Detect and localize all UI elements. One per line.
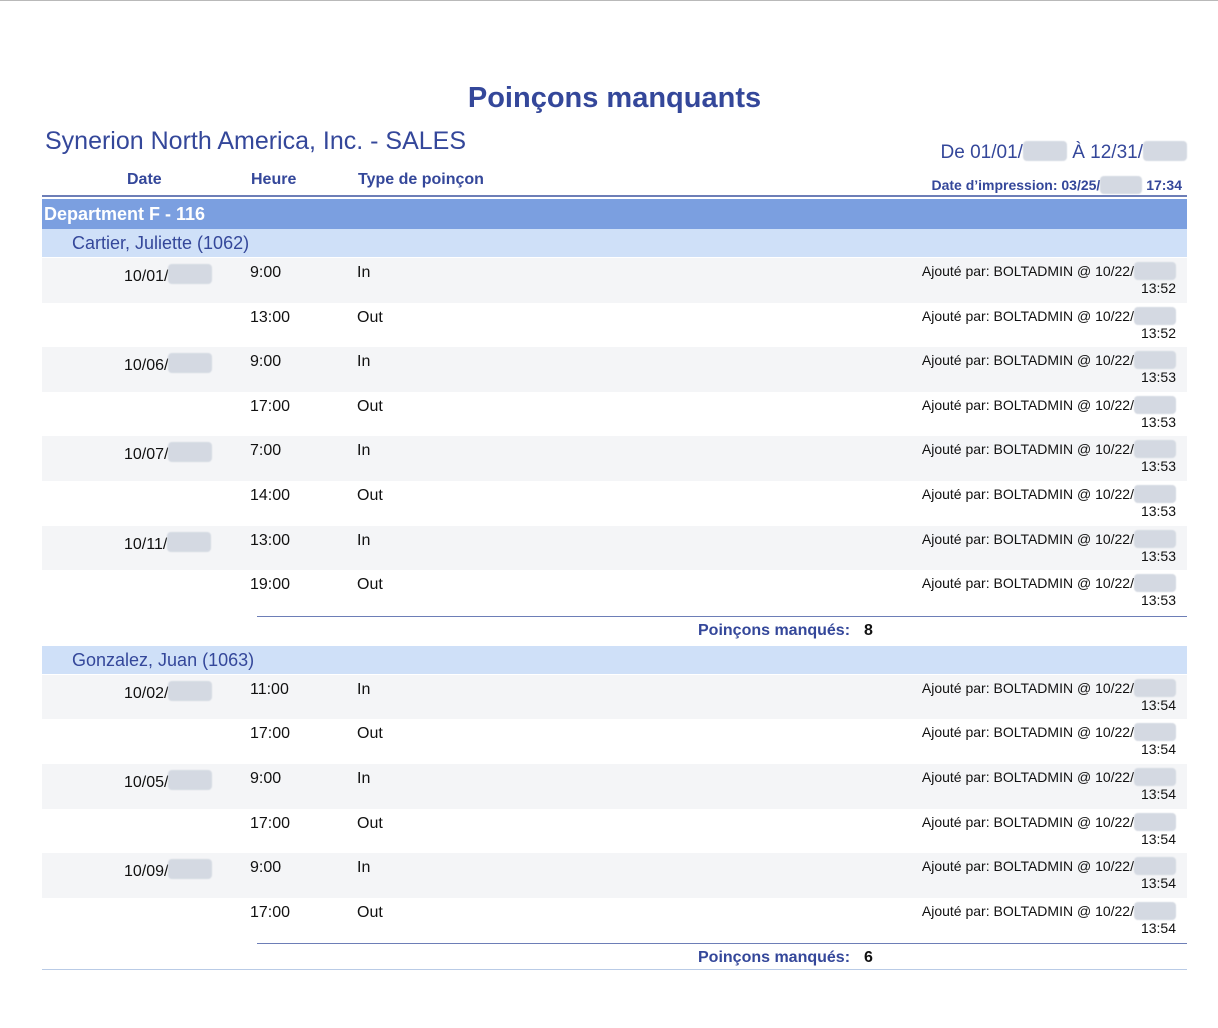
redacted-year — [1134, 440, 1176, 458]
top-border — [0, 0, 1218, 1]
redacted-year — [167, 532, 211, 552]
punch-row — [42, 675, 1187, 720]
date-range-from: De 01/01/ — [940, 142, 1023, 163]
print-time: 17:34 — [1146, 177, 1182, 193]
redacted-year — [168, 353, 212, 373]
punch-time: 17:00 — [250, 397, 291, 415]
punch-type: In — [357, 264, 371, 281]
punch-row — [42, 809, 1187, 854]
added-by-text: Ajouté par: BOLTADMIN @ 10/22/ — [921, 530, 1134, 547]
department-header: Department F - 116 — [42, 199, 1187, 229]
added-by-text: Ajouté par: BOLTADMIN @ 10/22/ — [921, 307, 1134, 324]
employee-header: Cartier, Juliette (1062) — [42, 229, 1187, 257]
redacted-year — [1134, 723, 1176, 741]
redacted-year — [1143, 141, 1187, 161]
punch-row — [42, 764, 1187, 809]
punch-date — [124, 264, 212, 286]
added-by-text: Ajouté par: BOLTADMIN @ 10/22/ — [921, 486, 1134, 502]
employee-header: Gonzalez, Juan (1063) — [42, 646, 1187, 674]
punch-row — [42, 347, 1187, 392]
added-time: 13:54 — [1140, 830, 1176, 847]
column-header-time: Heure — [251, 171, 297, 188]
added-by — [922, 351, 1176, 386]
redacted-year — [1134, 485, 1176, 503]
added-by — [922, 440, 1176, 475]
punch-date — [124, 442, 212, 464]
added-time: 13:53 — [1140, 413, 1176, 430]
punch-type: In — [357, 531, 371, 549]
added-by — [922, 723, 1176, 758]
punch-time: 17:00 — [250, 725, 291, 743]
punch-date-text: 10/11/ — [124, 535, 168, 553]
added-by — [922, 679, 1176, 714]
punch-type: Out — [357, 576, 383, 594]
added-time: 13:53 — [1140, 369, 1176, 386]
added-time: 13:53 — [1140, 458, 1176, 475]
added-by — [922, 813, 1176, 848]
added-time: 13:53 — [1140, 592, 1176, 609]
added-by — [922, 768, 1176, 803]
added-time: 13:54 — [1140, 786, 1176, 802]
added-by-text: Ajouté par: BOLTADMIN @ 10/22/ — [921, 858, 1134, 875]
punch-time: 17:00 — [250, 903, 291, 921]
punch-type: Out — [357, 487, 383, 504]
punch-date — [124, 859, 212, 881]
column-header-date: Date — [127, 171, 162, 188]
punch-time: 7:00 — [250, 442, 282, 460]
punch-row — [42, 392, 1187, 437]
column-header-punch-type: Type de poinçon — [358, 171, 484, 188]
added-time: 13:54 — [1140, 919, 1176, 936]
punch-row — [42, 526, 1187, 571]
punch-time: 11:00 — [250, 680, 289, 698]
added-by — [922, 485, 1176, 520]
punch-time: 13:00 — [250, 308, 291, 326]
punch-row — [42, 303, 1187, 348]
redacted-year — [1134, 530, 1176, 548]
punch-time: 17:00 — [250, 814, 291, 832]
punch-time: 9:00 — [250, 353, 282, 371]
punch-row — [42, 481, 1187, 526]
missed-punches-count: 8 — [864, 621, 873, 639]
punch-time: 14:00 — [250, 487, 291, 504]
punch-date — [124, 532, 211, 554]
added-by — [922, 262, 1176, 297]
missed-punches-label: Poinçons manqués: — [698, 621, 851, 639]
added-by-text: Ajouté par: BOLTADMIN @ 10/22/ — [921, 441, 1134, 458]
company-name: Synerion North America, Inc. - SALES — [45, 127, 467, 155]
redacted-year — [168, 442, 212, 462]
print-date-label: Date d’impression: 03/25/ — [931, 177, 1101, 193]
punch-row — [42, 719, 1187, 764]
summary-divider — [257, 943, 1187, 944]
punch-time: 9:00 — [250, 859, 282, 877]
redacted-year — [1100, 176, 1142, 194]
added-by — [922, 574, 1176, 609]
added-by — [922, 857, 1176, 892]
punch-type: In — [357, 770, 371, 787]
date-range — [941, 141, 1187, 164]
added-by-text: Ajouté par: BOLTADMIN @ 10/22/ — [921, 263, 1134, 279]
redacted-year — [168, 681, 212, 701]
punch-date — [124, 770, 212, 792]
punch-type: In — [357, 859, 371, 877]
added-by-text: Ajouté par: BOLTADMIN @ 10/22/ — [921, 724, 1134, 741]
date-range-to: À 12/31/ — [1072, 142, 1143, 163]
redacted-year — [1134, 351, 1176, 369]
punch-time: 13:00 — [250, 531, 291, 549]
punch-date-text: 10/07/ — [124, 446, 169, 464]
added-time: 13:54 — [1140, 741, 1176, 758]
redacted-year — [1134, 902, 1176, 920]
added-by — [922, 530, 1176, 565]
redacted-year — [1134, 768, 1176, 786]
redacted-year — [1134, 574, 1176, 592]
punch-row — [42, 436, 1187, 481]
added-time: 13:53 — [1140, 547, 1176, 564]
redacted-year — [1134, 307, 1176, 325]
redacted-year — [1134, 396, 1176, 414]
punch-time: 9:00 — [250, 770, 282, 787]
summary-divider — [257, 616, 1187, 617]
punch-date-text: 10/02/ — [124, 684, 169, 702]
print-date — [931, 176, 1182, 194]
redacted-year — [1134, 679, 1176, 697]
punch-row — [42, 570, 1187, 615]
report-title: Poinçons manquants — [467, 82, 762, 114]
punch-row — [42, 853, 1187, 898]
added-by-text: Ajouté par: BOLTADMIN @ 10/22/ — [921, 813, 1134, 830]
added-by — [922, 307, 1176, 342]
punch-row — [42, 898, 1187, 943]
missed-punches-label: Poinçons manqués: — [698, 949, 851, 967]
punch-date-text: 10/05/ — [124, 774, 169, 791]
added-by-text: Ajouté par: BOLTADMIN @ 10/22/ — [921, 396, 1134, 413]
punch-type: In — [357, 353, 371, 371]
added-by — [922, 396, 1176, 431]
punch-row — [42, 258, 1187, 303]
added-time: 13:52 — [1140, 280, 1176, 296]
missed-punches-total — [698, 622, 873, 640]
header-divider — [42, 195, 1187, 197]
punch-date-text: 10/06/ — [124, 357, 169, 375]
punch-type: In — [357, 442, 371, 460]
punch-type: Out — [357, 725, 383, 743]
punch-type: Out — [357, 397, 383, 415]
added-time: 13:54 — [1140, 875, 1176, 892]
added-by — [922, 902, 1176, 937]
redacted-year — [1023, 141, 1067, 161]
punch-date-text: 10/09/ — [124, 863, 169, 881]
added-time: 13:53 — [1140, 503, 1176, 519]
punch-date — [124, 353, 212, 375]
added-time: 13:52 — [1140, 324, 1176, 341]
added-time: 13:54 — [1140, 696, 1176, 713]
added-by-text: Ajouté par: BOLTADMIN @ 10/22/ — [921, 575, 1134, 592]
punch-date-text: 10/01/ — [124, 268, 169, 285]
footer-divider — [42, 969, 1187, 970]
missed-punches-count: 6 — [864, 949, 873, 967]
missed-punches-total — [698, 949, 873, 967]
redacted-year — [1134, 262, 1176, 280]
punch-type: Out — [357, 814, 383, 832]
punch-type: Out — [357, 903, 383, 921]
added-by-text: Ajouté par: BOLTADMIN @ 10/22/ — [921, 902, 1134, 919]
redacted-year — [168, 859, 212, 879]
redacted-year — [168, 264, 212, 284]
punch-time: 19:00 — [250, 576, 291, 594]
added-by-text: Ajouté par: BOLTADMIN @ 10/22/ — [921, 352, 1134, 369]
punch-type: In — [357, 680, 371, 698]
added-by-text: Ajouté par: BOLTADMIN @ 10/22/ — [921, 769, 1134, 785]
punch-date — [124, 681, 212, 703]
added-by-text: Ajouté par: BOLTADMIN @ 10/22/ — [921, 679, 1134, 696]
punch-time: 9:00 — [250, 264, 282, 281]
redacted-year — [168, 770, 212, 790]
punch-type: Out — [357, 308, 383, 326]
redacted-year — [1134, 857, 1176, 875]
redacted-year — [1134, 813, 1176, 831]
